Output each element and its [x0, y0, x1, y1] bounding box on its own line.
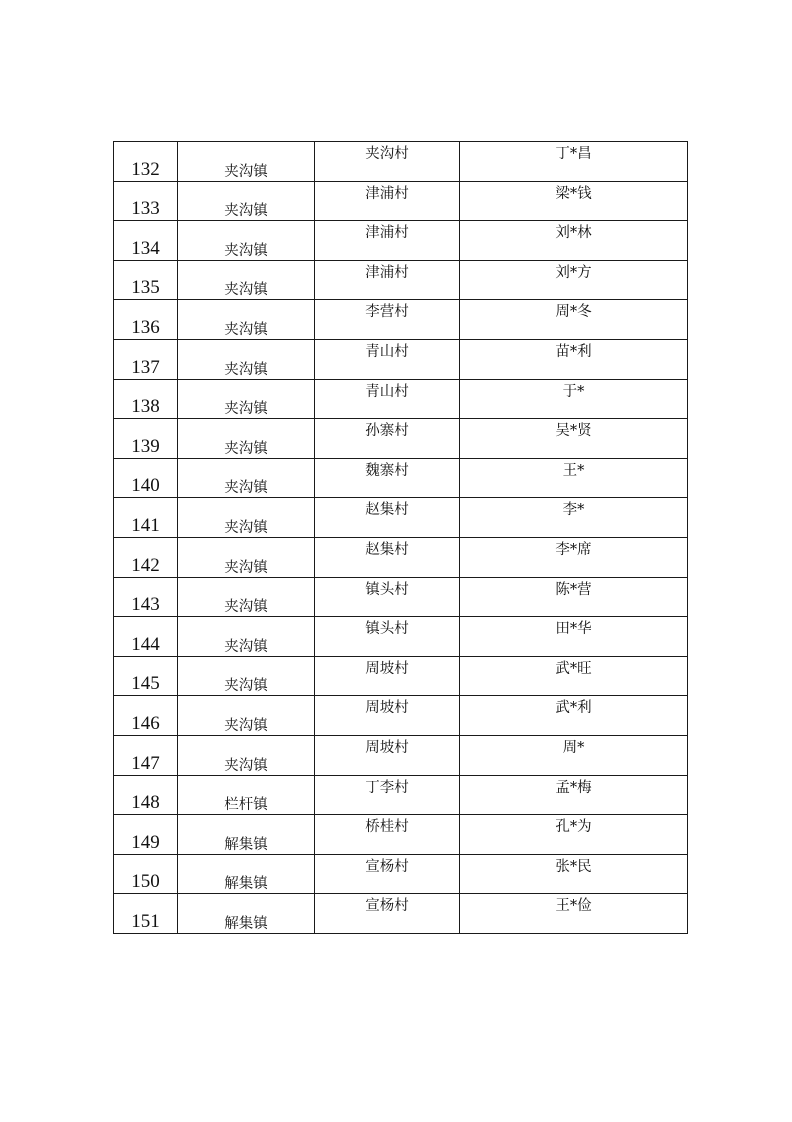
town-cell: 夹沟镇: [178, 656, 315, 696]
town-cell: 夹沟镇: [178, 458, 315, 498]
town-cell: 栏杆镇: [178, 775, 315, 815]
table-row: [114, 696, 688, 736]
row-number-cell: 151: [114, 894, 178, 934]
table-row: [114, 181, 688, 221]
village-cell: 宣杨村: [315, 894, 460, 934]
row-number-cell: 137: [114, 339, 178, 379]
village-cell: 夹沟村: [315, 142, 460, 182]
village-cell: 津浦村: [315, 181, 460, 221]
town-cell: 夹沟镇: [178, 221, 315, 261]
row-number-cell: 132: [114, 142, 178, 182]
row-number-cell: 142: [114, 537, 178, 577]
person-name-cell: 田*华: [460, 617, 688, 657]
row-number-cell: 134: [114, 221, 178, 261]
person-name-cell: 孟*梅: [460, 775, 688, 815]
row-number-cell: 149: [114, 815, 178, 855]
village-cell: 镇头村: [315, 577, 460, 617]
table-row: [114, 854, 688, 894]
row-number-cell: 148: [114, 775, 178, 815]
table-row: [114, 894, 688, 934]
table-row: [114, 577, 688, 617]
roster-table-body: [114, 142, 688, 934]
table-row: [114, 537, 688, 577]
person-name-cell: 陈*营: [460, 577, 688, 617]
roster-table: [113, 141, 688, 934]
village-cell: 孙寨村: [315, 419, 460, 459]
row-number-cell: 150: [114, 854, 178, 894]
row-number-cell: 136: [114, 300, 178, 340]
village-cell: 镇头村: [315, 617, 460, 657]
table-row: [114, 735, 688, 775]
village-cell: 桥桂村: [315, 815, 460, 855]
table-row: [114, 656, 688, 696]
town-cell: 夹沟镇: [178, 339, 315, 379]
town-cell: 夹沟镇: [178, 696, 315, 736]
person-name-cell: 李*席: [460, 537, 688, 577]
town-cell: 夹沟镇: [178, 181, 315, 221]
town-cell: 夹沟镇: [178, 379, 315, 419]
town-cell: 夹沟镇: [178, 419, 315, 459]
town-cell: 解集镇: [178, 854, 315, 894]
town-cell: 夹沟镇: [178, 617, 315, 657]
table-row: [114, 379, 688, 419]
village-cell: 青山村: [315, 379, 460, 419]
person-name-cell: 张*民: [460, 854, 688, 894]
person-name-cell: 梁*钱: [460, 181, 688, 221]
person-name-cell: 武*旺: [460, 656, 688, 696]
town-cell: 解集镇: [178, 815, 315, 855]
table-row: [114, 142, 688, 182]
person-name-cell: 周*冬: [460, 300, 688, 340]
row-number-cell: 140: [114, 458, 178, 498]
person-name-cell: 王*: [460, 458, 688, 498]
village-cell: 魏寨村: [315, 458, 460, 498]
town-cell: 夹沟镇: [178, 498, 315, 538]
person-name-cell: 孔*为: [460, 815, 688, 855]
row-number-cell: 138: [114, 379, 178, 419]
row-number-cell: 139: [114, 419, 178, 459]
village-cell: 李营村: [315, 300, 460, 340]
table-row: [114, 300, 688, 340]
table-row: [114, 419, 688, 459]
table-row: [114, 617, 688, 657]
table-row: [114, 815, 688, 855]
person-name-cell: 刘*林: [460, 221, 688, 261]
town-cell: 夹沟镇: [178, 260, 315, 300]
table-row: [114, 260, 688, 300]
town-cell: 夹沟镇: [178, 142, 315, 182]
person-name-cell: 丁*昌: [460, 142, 688, 182]
town-cell: 解集镇: [178, 894, 315, 934]
village-cell: 周坡村: [315, 735, 460, 775]
row-number-cell: 143: [114, 577, 178, 617]
village-cell: 宣杨村: [315, 854, 460, 894]
person-name-cell: 苗*利: [460, 339, 688, 379]
person-name-cell: 于*: [460, 379, 688, 419]
village-cell: 青山村: [315, 339, 460, 379]
row-number-cell: 147: [114, 735, 178, 775]
village-cell: 赵集村: [315, 537, 460, 577]
person-name-cell: 周*: [460, 735, 688, 775]
village-cell: 赵集村: [315, 498, 460, 538]
row-number-cell: 146: [114, 696, 178, 736]
table-row: [114, 498, 688, 538]
row-number-cell: 135: [114, 260, 178, 300]
village-cell: 周坡村: [315, 656, 460, 696]
person-name-cell: 吴*贤: [460, 419, 688, 459]
table-row: [114, 775, 688, 815]
town-cell: 夹沟镇: [178, 537, 315, 577]
village-cell: 津浦村: [315, 221, 460, 261]
person-name-cell: 武*利: [460, 696, 688, 736]
town-cell: 夹沟镇: [178, 735, 315, 775]
row-number-cell: 141: [114, 498, 178, 538]
village-cell: 丁李村: [315, 775, 460, 815]
town-cell: 夹沟镇: [178, 300, 315, 340]
town-cell: 夹沟镇: [178, 577, 315, 617]
row-number-cell: 145: [114, 656, 178, 696]
village-cell: 周坡村: [315, 696, 460, 736]
row-number-cell: 133: [114, 181, 178, 221]
table-row: [114, 221, 688, 261]
table-row: [114, 458, 688, 498]
table-row: [114, 339, 688, 379]
person-name-cell: 李*: [460, 498, 688, 538]
row-number-cell: 144: [114, 617, 178, 657]
person-name-cell: 刘*方: [460, 260, 688, 300]
village-cell: 津浦村: [315, 260, 460, 300]
person-name-cell: 王*俭: [460, 894, 688, 934]
